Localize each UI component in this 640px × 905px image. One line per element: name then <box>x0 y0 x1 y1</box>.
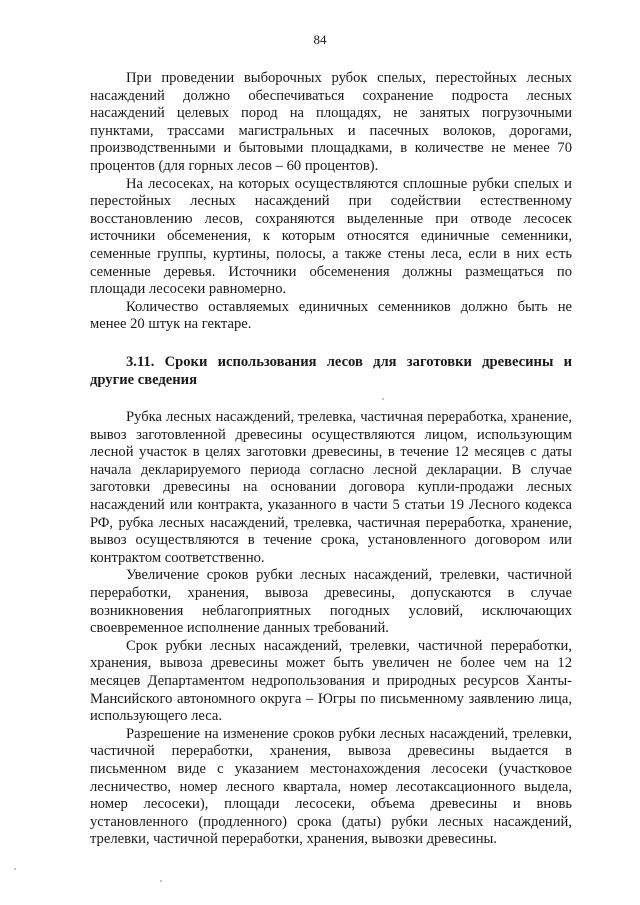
paragraph-7: Разрешение на изменение сроков рубки лесных насаждений, трелевки, частичной переработки, хранения, вывоза древесины выдается в письменном виде с указанием местонахождения лесосеки (участковое лесничество, номер лесного квартала, номер лесотаксационного выдела, номер лесосеки), площади лесосеки, объема древесины и вновь установленного (продленного) срока (даты) рубки лесных насаждений, трелевки, частичной переработки, хранения, вывозки древесины. <box>90 725 572 848</box>
document-body <box>90 70 572 849</box>
paragraph-6: Срок рубки лесных насаждений, трелевки, частичной переработки, хранения, вывоза древесины может быть увеличен не более чем на 12 месяцев Департаментом недропользования и природных ресурсов Ханты-Мансийского автономного округа – Югры по письменному заявлению лица, использующего леса. <box>90 637 572 725</box>
scan-speck <box>160 880 162 882</box>
paragraph-1: При проведении выборочных рубок спелых, перестойных лесных насаждений должно обеспечиваться сохранение подроста лесных насаждений целевых пород на площадях, не занятых погрузочными пунктами, трассами магистральных и пасечных волоков, дорогами, производственными и бытовыми площадками, в количестве не менее 70 процентов (для горных лесов – 60 процентов). <box>90 70 572 174</box>
paragraph-4: Рубка лесных насаждений, трелевка, частичная переработка, хранение, вывоз заготовленной древесины осуществляются лицом, использующим лесной участок в целях заготовки древесины, в течение 12 месяцев с даты начала декларируемого периода согласно лесной декларации. В случае заготовки древесины на основании договора купли-продажи лесных насаждений или контракта, указанного в части 5 статьи 19 Лесного кодекса РФ, рубка лесных насаждений, трелевка, частичная переработка, хранение, вывоз осуществляются в течение срока, установленного договором или контрактом соответственно. <box>90 409 572 566</box>
paragraph-2: На лесосеках, на которых осуществляются сплошные рубки спелых и перестойных лесных насаждений при содействии естественному восстановлению лесов, сохраняются выделенные при отводе лесосек источники обсеменения, к которым относятся единичные семенники, семенные группы, куртины, полосы, а также стены леса, если в них есть семенные деревья. Источники обсеменения должны размещаться по площади лесосеки равномерно. <box>90 175 572 298</box>
paragraph-3: Количество оставляемых единичных семенников должно быть не менее 20 штук на гектаре. <box>90 298 572 333</box>
scan-speck <box>14 868 16 870</box>
page-number: 84 <box>313 32 327 47</box>
paragraph-5: Увеличение сроков рубки лесных насаждений, трелевки, частичной переработки, хранения, вывоза древесины, допускаются в случае возникновения неблагоприятных погодных условий, исключающих своевременное исполнение данных требований. <box>90 567 572 637</box>
section-heading: 3.11. Сроки использования лесов для заготовки древесины и другие сведения <box>90 353 572 388</box>
scan-speck <box>382 398 384 400</box>
